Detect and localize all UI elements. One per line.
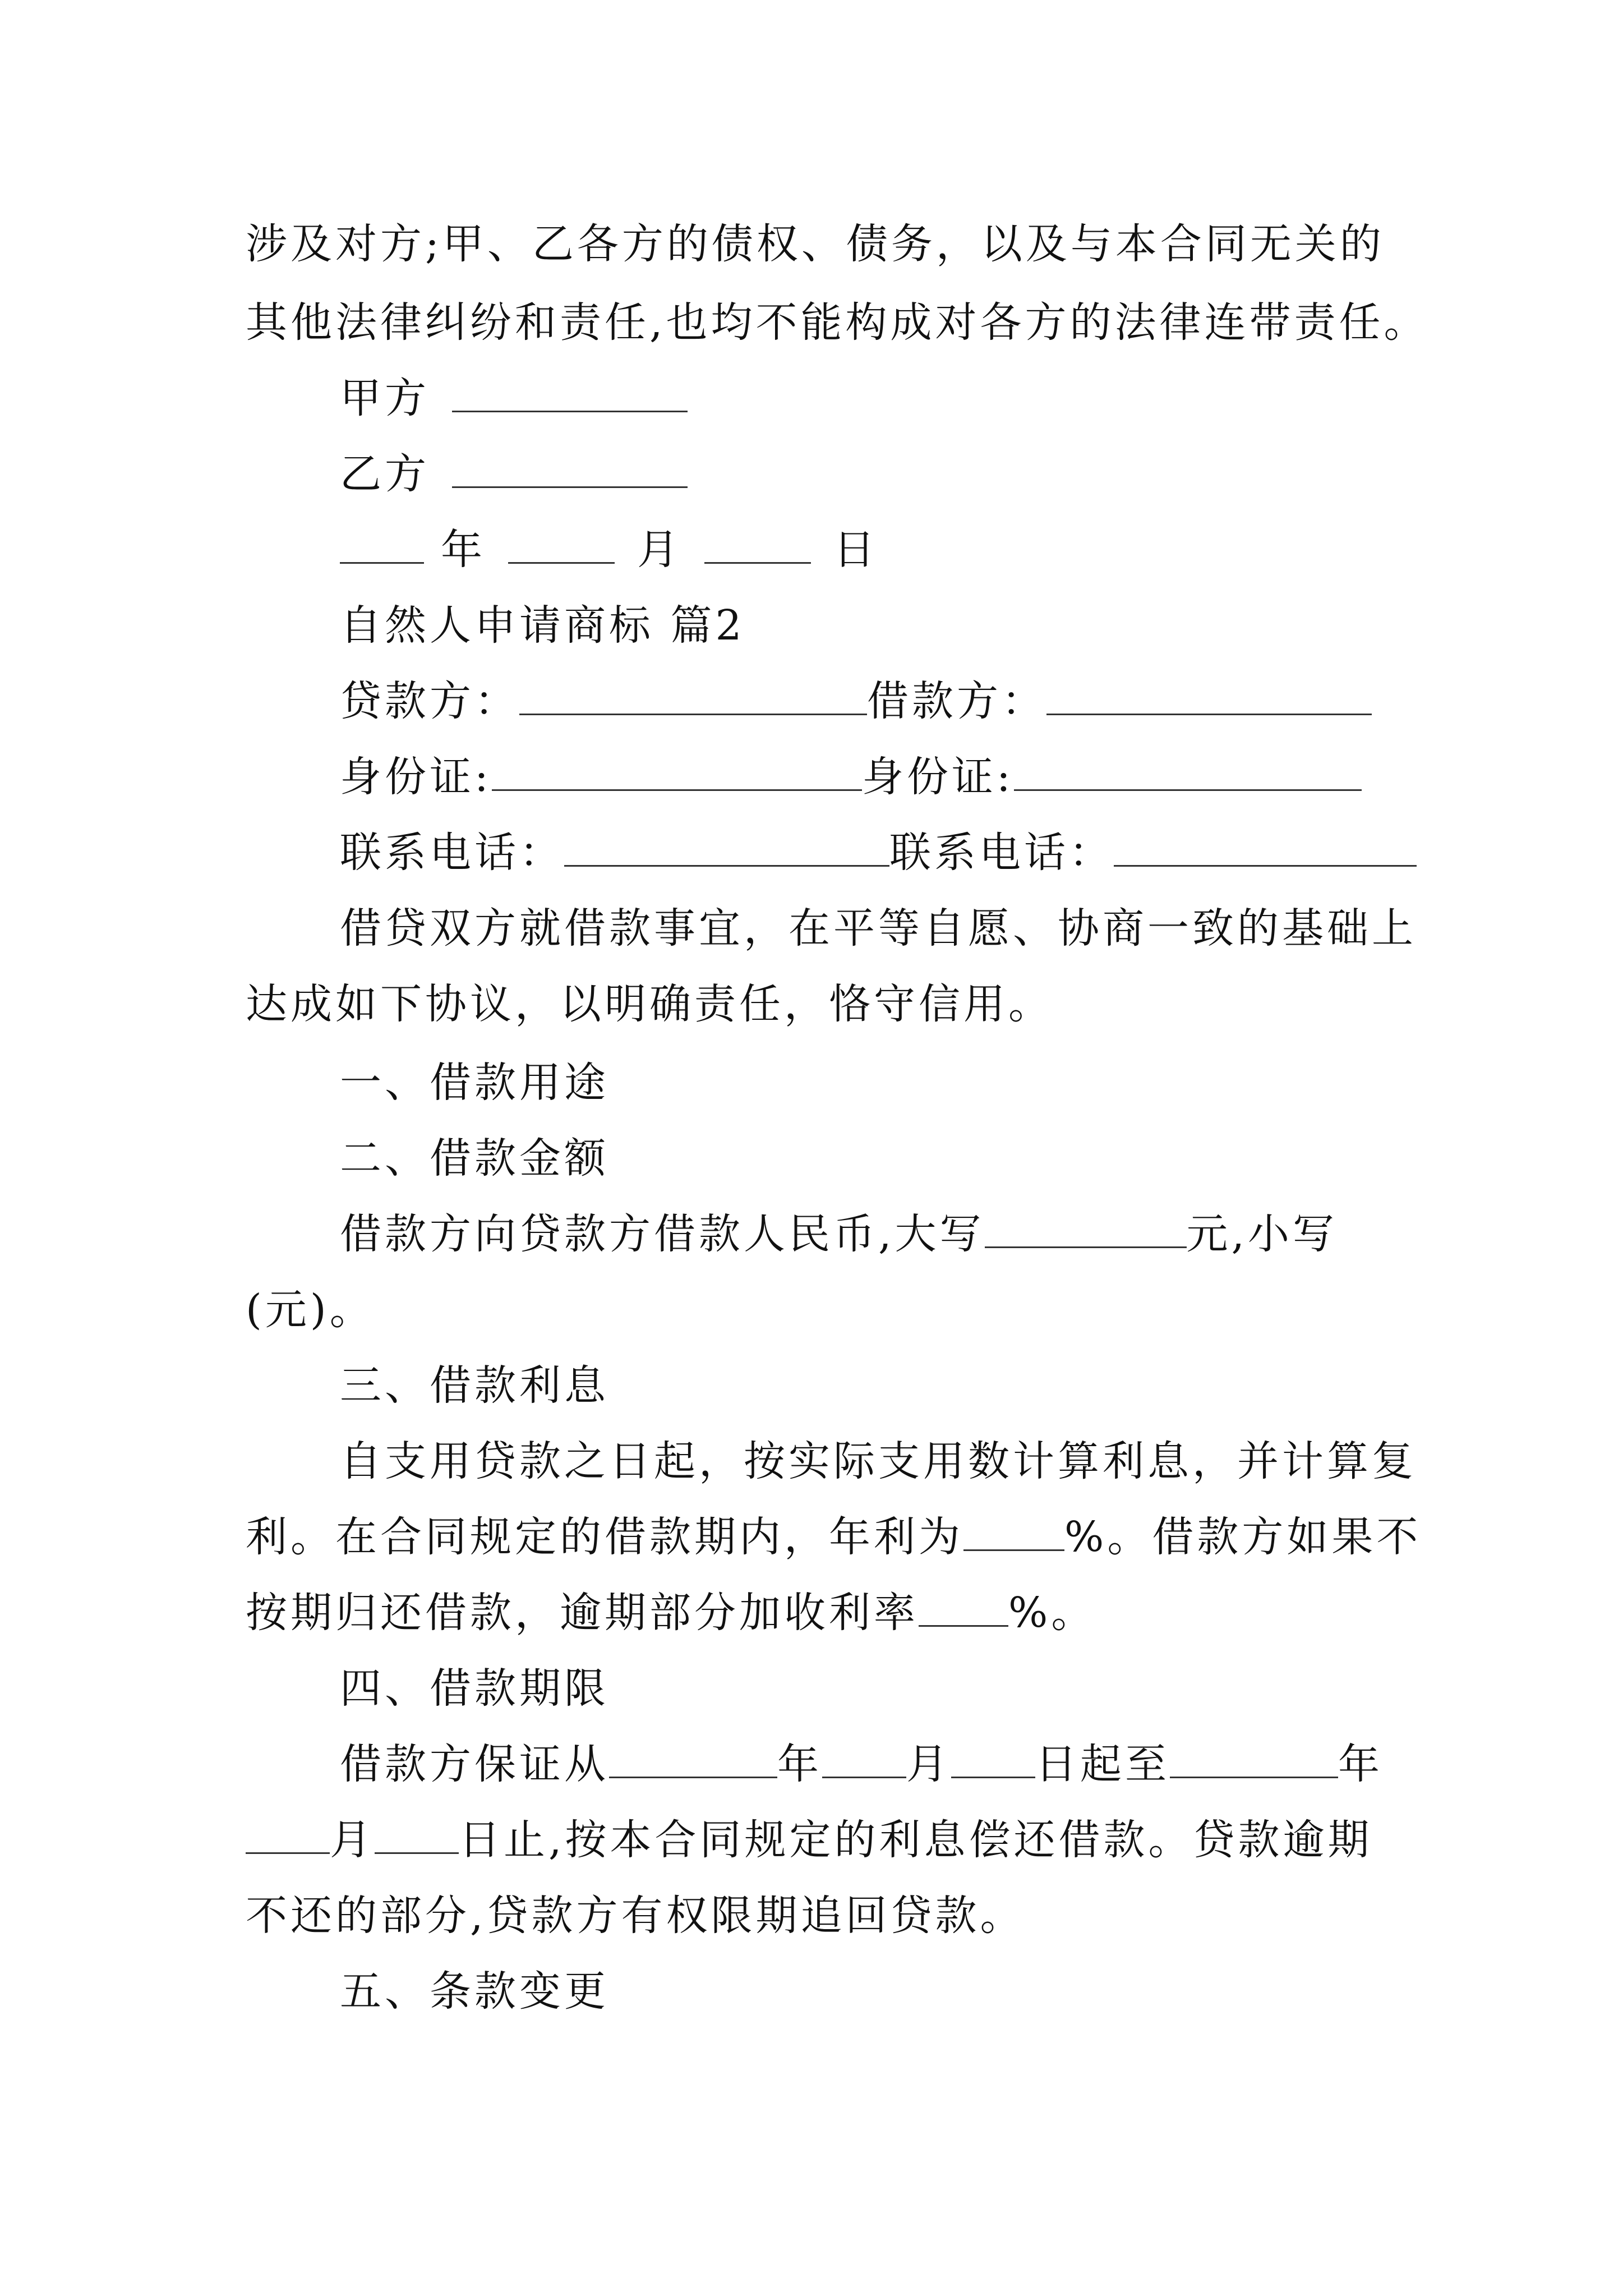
term-year: 年 (777, 1740, 822, 1788)
term-day: 日起至 (1035, 1740, 1170, 1788)
party-b-blank (452, 452, 688, 488)
paragraph-line: 不还的部分,贷款方有权限期追回贷款。 (246, 1892, 1025, 1940)
annual-rate-blank (963, 1515, 1064, 1551)
interest-text: 利。在合同规定的借款期内，年利为 (246, 1513, 963, 1561)
start-day-blank (951, 1742, 1035, 1778)
end-month-blank (246, 1818, 330, 1854)
signature-party-a (340, 370, 688, 426)
penalty-rate-blank (919, 1590, 1008, 1627)
start-month-blank (822, 1742, 906, 1778)
paragraph-line: 借贷双方就借款事宜，在平等自愿、协商一致的基础上 (340, 904, 1417, 953)
party-a-blank (452, 376, 688, 412)
paragraph-line: 涉及对方;甲、乙各方的债权、债务，以及与本合同无关的 (246, 220, 1385, 268)
term-line (340, 1736, 1383, 1792)
interest-rate-line (246, 1509, 1421, 1565)
paragraph-line: (元)。 (246, 1286, 375, 1334)
section-title: 自然人申请商标 篇2 (340, 601, 745, 650)
lender-id-blank (492, 754, 862, 791)
signature-party-b (340, 446, 688, 502)
penalty-text-b: %。 (1008, 1589, 1096, 1637)
paragraph-line: 自支用贷款之日起，按实际支用数计算利息，并计算复 (340, 1437, 1417, 1485)
term-end-month: 月 (330, 1816, 375, 1864)
lender-blank (519, 679, 867, 715)
party-b-label: 乙方 (340, 450, 430, 498)
start-year-blank (609, 1742, 777, 1778)
paragraph-line: 达成如下协议，以明确责任，恪守信用。 (246, 980, 1053, 1028)
borrower-label: 借款方： (867, 677, 1046, 725)
date-line (340, 522, 878, 578)
id-line (340, 749, 1362, 805)
heading-changes: 五、条款变更 (340, 1967, 609, 2016)
borrower-id-label: 身份证: (861, 753, 1014, 801)
borrower-id-blank (1014, 754, 1362, 791)
day-label: 日 (833, 526, 878, 574)
lender-borrower-line (340, 673, 1372, 729)
heading-term: 四、借款期限 (340, 1664, 609, 1713)
phone-line (340, 825, 1417, 881)
lender-phone-blank (564, 830, 889, 867)
borrower-phone-blank (1114, 830, 1417, 867)
heading-interest: 三、借款利息 (340, 1361, 609, 1410)
end-day-blank (375, 1818, 459, 1854)
penalty-text: 按期归还借款，逾期部分加收利率 (246, 1589, 919, 1637)
year-blank (340, 527, 424, 564)
amount-text: 借款方向贷款方借款人民币,大写 (340, 1210, 985, 1258)
amount-text-b: 元,小写 (1186, 1210, 1338, 1258)
borrower-phone-label: 联系电话： (889, 829, 1114, 877)
lender-label: 贷款方： (340, 677, 519, 725)
party-a-label: 甲方 (340, 374, 430, 422)
heading-purpose: 一、借款用途 (340, 1059, 609, 1107)
amount-upper-blank (985, 1212, 1187, 1248)
month-label: 月 (637, 526, 682, 574)
term-text: 借款方保证从 (340, 1740, 609, 1788)
heading-amount: 二、借款金额 (340, 1134, 609, 1182)
term-line-2 (246, 1812, 1373, 1868)
lender-id-label: 身份证: (340, 753, 492, 801)
lender-phone-label: 联系电话： (340, 829, 564, 877)
term-month: 月 (906, 1740, 951, 1788)
amount-line (340, 1206, 1338, 1262)
term-end-year: 年 (1338, 1740, 1383, 1788)
paragraph-line: 其他法律纠纷和责任,也均不能构成对各方的法律连带责任。 (246, 298, 1429, 347)
borrower-blank (1046, 679, 1372, 715)
day-blank (704, 527, 811, 564)
month-blank (508, 527, 615, 564)
term-text-2: 日止,按本合同规定的利息偿还借款。贷款逾期 (459, 1816, 1373, 1864)
penalty-rate-line (246, 1585, 1096, 1641)
end-year-blank (1170, 1742, 1338, 1778)
year-label: 年 (441, 526, 486, 574)
interest-text-b: %。借款方如果不 (1064, 1513, 1422, 1561)
